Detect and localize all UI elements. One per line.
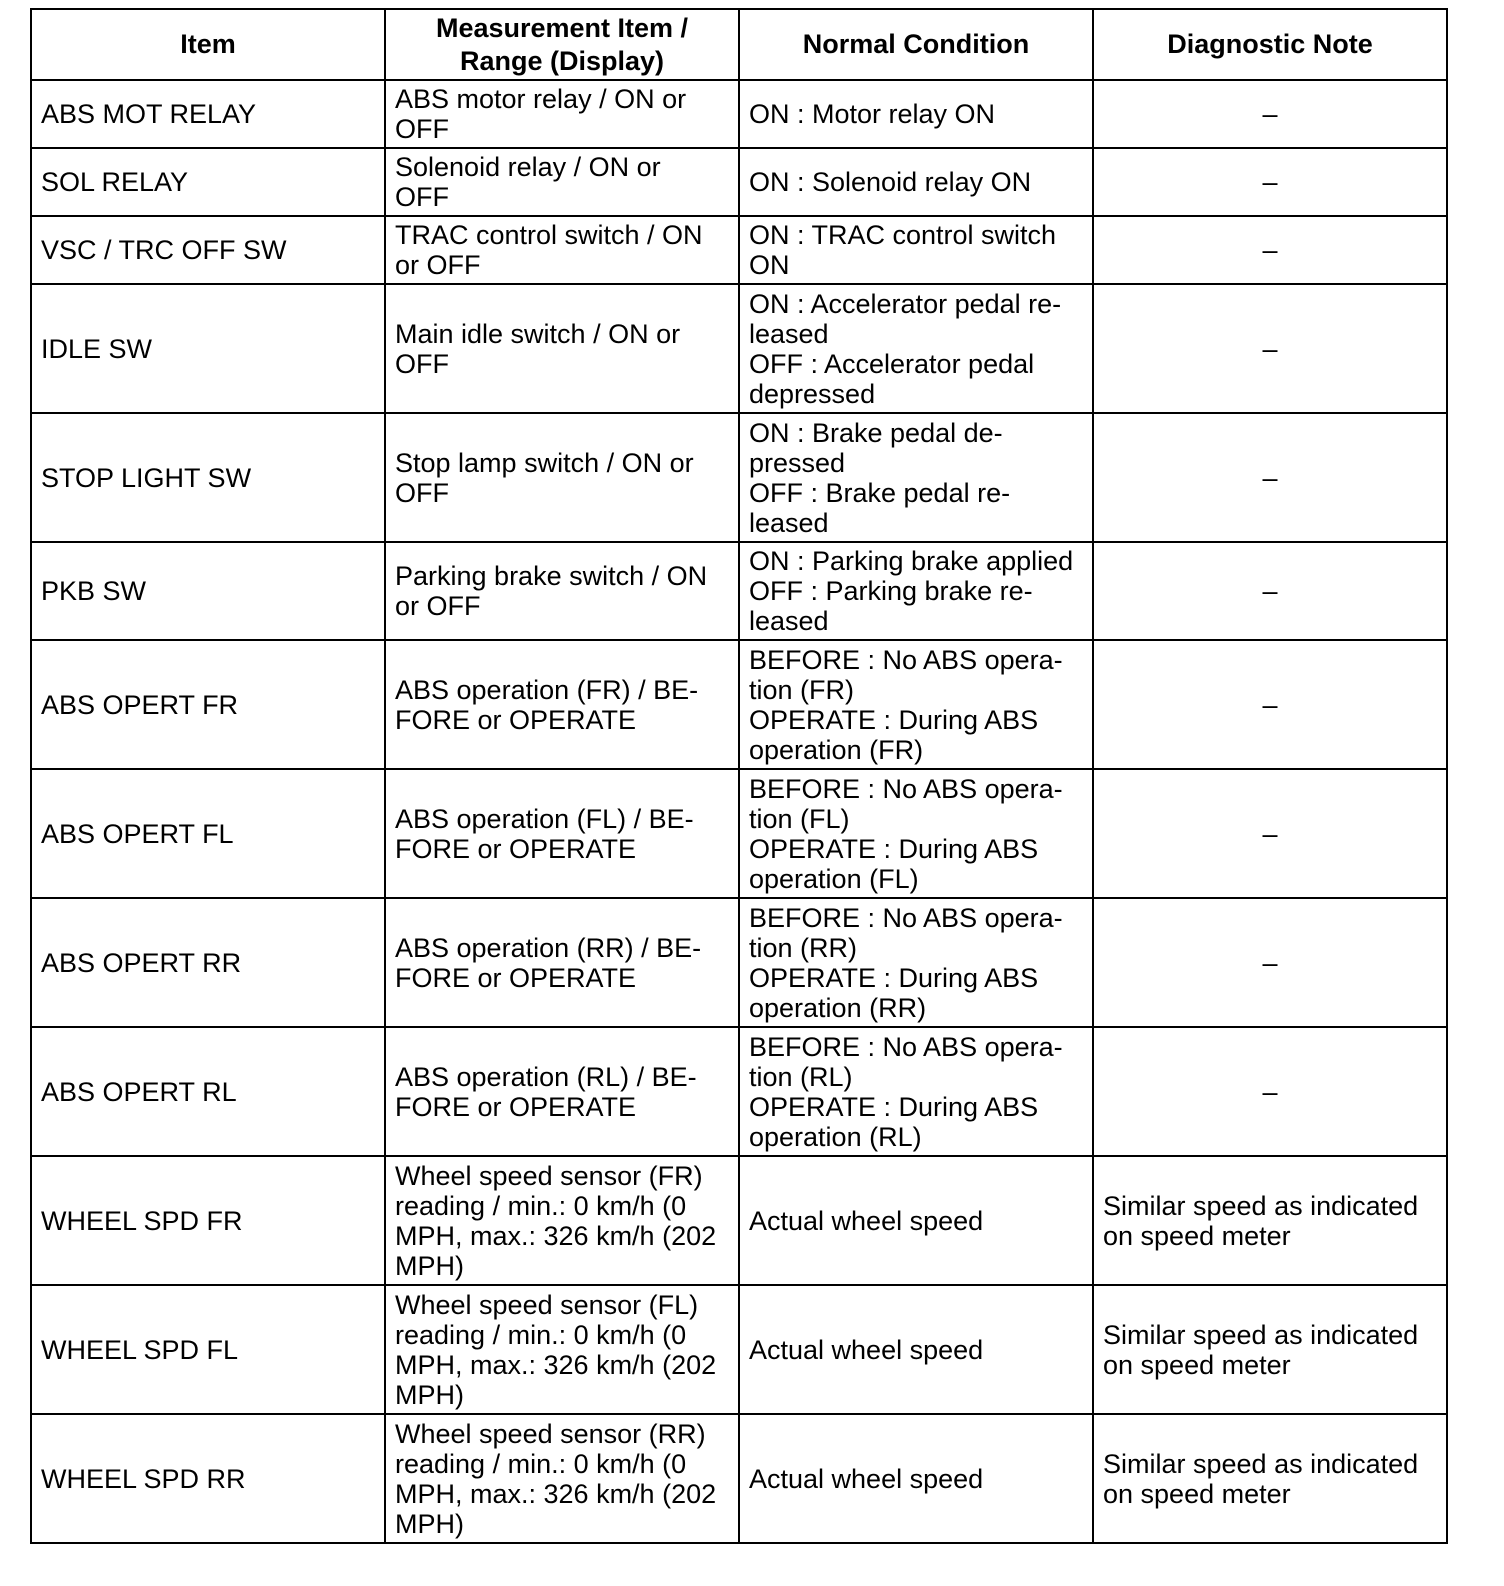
cell-item: IDLE SW — [31, 284, 385, 413]
cell-item: WHEEL SPD FL — [31, 1285, 385, 1414]
table-row — [31, 542, 1447, 640]
cell-item: ABS OPERT FL — [31, 769, 385, 898]
cell-diagnostic-note: – — [1093, 640, 1447, 769]
header-measurement: Measurement Item / Range (Display) — [385, 9, 739, 80]
cell-measurement: ABS operation (FR) / BE- FORE or OPERATE — [385, 640, 739, 769]
cell-measurement: TRAC control switch / ON or OFF — [385, 216, 739, 284]
cell-diagnostic-note: – — [1093, 80, 1447, 148]
table-row — [31, 1414, 1447, 1543]
cell-diagnostic-note: – — [1093, 898, 1447, 1027]
cell-normal-condition: BEFORE : No ABS opera- tion (RR) OPERATE : During ABS operation (RR) — [739, 898, 1093, 1027]
cell-measurement: ABS operation (RL) / BE- FORE or OPERATE — [385, 1027, 739, 1156]
cell-item: PKB SW — [31, 542, 385, 640]
cell-normal-condition: BEFORE : No ABS opera- tion (FR) OPERATE : During ABS operation (FR) — [739, 640, 1093, 769]
table-row — [31, 284, 1447, 413]
cell-diagnostic-note: – — [1093, 1027, 1447, 1156]
cell-item: ABS OPERT RR — [31, 898, 385, 1027]
cell-diagnostic-note: – — [1093, 769, 1447, 898]
cell-item: VSC / TRC OFF SW — [31, 216, 385, 284]
cell-measurement: ABS operation (FL) / BE- FORE or OPERATE — [385, 769, 739, 898]
cell-item: STOP LIGHT SW — [31, 413, 385, 542]
header-normal-condition: Normal Condition — [739, 9, 1093, 80]
cell-measurement: Wheel speed sensor (FR) reading / min.: 0 km/h (0 MPH, max.: 326 km/h (202 MPH) — [385, 1156, 739, 1285]
cell-diagnostic-note: – — [1093, 284, 1447, 413]
cell-normal-condition: ON : Parking brake applied OFF : Parking brake re- leased — [739, 542, 1093, 640]
cell-normal-condition: BEFORE : No ABS opera- tion (FL) OPERATE : During ABS operation (FL) — [739, 769, 1093, 898]
cell-measurement: Stop lamp switch / ON or OFF — [385, 413, 739, 542]
cell-normal-condition: ON : Solenoid relay ON — [739, 148, 1093, 216]
cell-item: WHEEL SPD RR — [31, 1414, 385, 1543]
table-row — [31, 640, 1447, 769]
header-diagnostic-note: Diagnostic Note — [1093, 9, 1447, 80]
table-header — [31, 9, 1447, 80]
cell-diagnostic-note: – — [1093, 148, 1447, 216]
table-body — [31, 80, 1447, 1543]
cell-diagnostic-note: – — [1093, 413, 1447, 542]
cell-normal-condition: ON : Motor relay ON — [739, 80, 1093, 148]
table-row — [31, 216, 1447, 284]
cell-item: WHEEL SPD FR — [31, 1156, 385, 1285]
cell-measurement: ABS motor relay / ON or OFF — [385, 80, 739, 148]
cell-measurement: Wheel speed sensor (FL) reading / min.: 0 km/h (0 MPH, max.: 326 km/h (202 MPH) — [385, 1285, 739, 1414]
table-row — [31, 413, 1447, 542]
cell-diagnostic-note: Similar speed as indicated on speed meter — [1093, 1285, 1447, 1414]
cell-measurement: Parking brake switch / ON or OFF — [385, 542, 739, 640]
cell-item: ABS OPERT RL — [31, 1027, 385, 1156]
table-row — [31, 1027, 1447, 1156]
table-row — [31, 1156, 1447, 1285]
cell-diagnostic-note: Similar speed as indicated on speed meter — [1093, 1414, 1447, 1543]
cell-measurement: ABS operation (RR) / BE- FORE or OPERATE — [385, 898, 739, 1027]
cell-normal-condition: ON : Brake pedal de- pressed OFF : Brake pedal re- leased — [739, 413, 1093, 542]
diagnostic-data-table — [30, 8, 1448, 1544]
cell-measurement: Wheel speed sensor (RR) reading / min.: 0 km/h (0 MPH, max.: 326 km/h (202 MPH) — [385, 1414, 739, 1543]
header-row — [31, 9, 1447, 80]
table-row — [31, 769, 1447, 898]
cell-item: ABS MOT RELAY — [31, 80, 385, 148]
header-item: Item — [31, 9, 385, 80]
cell-normal-condition: ON : TRAC control switch ON — [739, 216, 1093, 284]
cell-normal-condition: Actual wheel speed — [739, 1156, 1093, 1285]
cell-item: SOL RELAY — [31, 148, 385, 216]
table-row — [31, 148, 1447, 216]
cell-item: ABS OPERT FR — [31, 640, 385, 769]
cell-normal-condition: ON : Accelerator pedal re- leased OFF : Accelerator pedal depressed — [739, 284, 1093, 413]
table-row — [31, 80, 1447, 148]
cell-normal-condition: BEFORE : No ABS opera- tion (RL) OPERATE : During ABS operation (RL) — [739, 1027, 1093, 1156]
cell-diagnostic-note: – — [1093, 542, 1447, 640]
table-row — [31, 1285, 1447, 1414]
cell-diagnostic-note: Similar speed as indicated on speed meter — [1093, 1156, 1447, 1285]
cell-measurement: Solenoid relay / ON or OFF — [385, 148, 739, 216]
cell-measurement: Main idle switch / ON or OFF — [385, 284, 739, 413]
cell-normal-condition: Actual wheel speed — [739, 1414, 1093, 1543]
table-row — [31, 898, 1447, 1027]
cell-normal-condition: Actual wheel speed — [739, 1285, 1093, 1414]
cell-diagnostic-note: – — [1093, 216, 1447, 284]
